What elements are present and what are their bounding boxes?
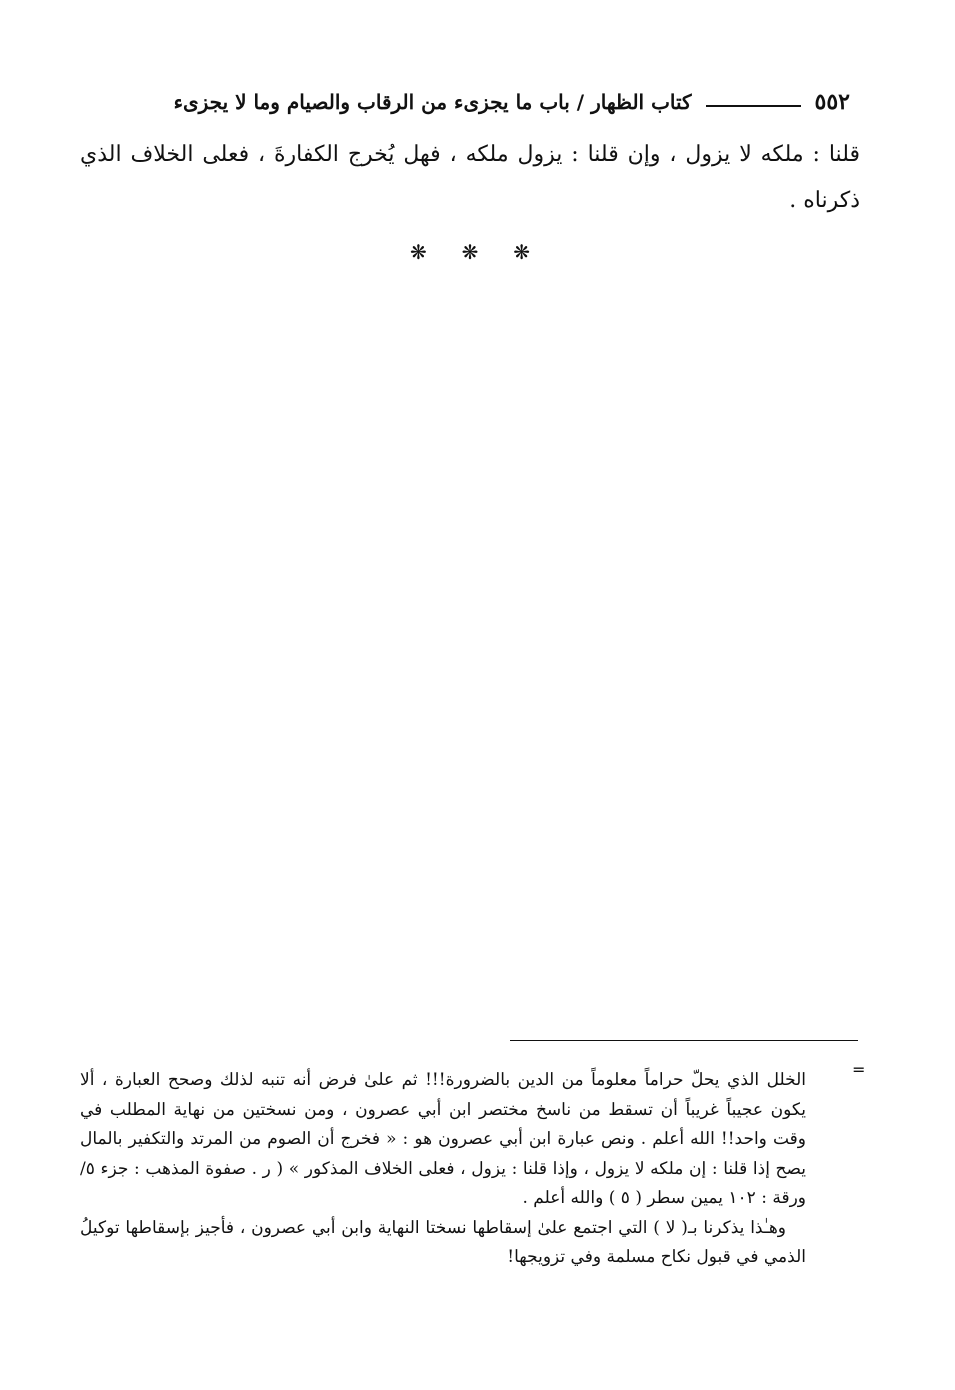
- page-number: ٥٥٢: [814, 89, 850, 115]
- main-paragraph: قلنا : ملكه لا يزول ، وإن قلنا : يزول ملكه ، فهل يُخرج الكفارةَ ، فعلى الخلاف الذي ذكرناه .: [80, 142, 860, 213]
- page-header: [80, 82, 850, 122]
- main-text: [80, 132, 860, 224]
- footnote-divider: [510, 1040, 858, 1041]
- section-separator: [410, 240, 530, 264]
- footnotes: [80, 1066, 806, 1273]
- footnote-paragraph: وهـٰذا يذكرنا بـ( لا ) التي اجتمع علىٰ إسقاطها نسختا النهاية وابن أبي عصرون ، فأجيز بإسقاطها توكيلُ الذمي في قبول نكاح مسلمة وفي تزويجها!: [80, 1217, 806, 1267]
- star-ornament-icon: ❋: [461, 240, 479, 264]
- footnote-continuation-mark: =: [852, 1060, 866, 1079]
- star-ornament-icon: ❋: [410, 240, 427, 264]
- header-rule: [706, 105, 801, 107]
- running-title: كتاب الظهار / باب ما يجزىء من الرقاب والصيام وما لا يجزىء: [173, 90, 692, 114]
- footnote-paragraph: الخلل الذي يحلّ حراماً معلوماً من الدين بالضرورة!!! ثم علىٰ فرض أنه تنبه لذلك وصحح العبارة ، ألا يكون عجيباً غريباً أن تسقط من ناسخ مختصر ابن أبي عصرون ، ومن نسختين من نهاية المطلب في وقت واحد!! الله أعلم . ونص عبارة ابن أبي عصرون هو : « فخرج أن الصوم من المرتد والتكفير بالمال يصح إذا قلنا : إن ملكه لا يزول ، وإذا قلنا : يزول ، فعلى الخلاف المذكور » ( ر . صفوة المذهب : جزء ٥/ ورقة : ١٠٢ يمين سطر ( ٥ ) والله أعلم .: [80, 1070, 806, 1208]
- star-ornament-icon: ❋: [513, 240, 530, 264]
